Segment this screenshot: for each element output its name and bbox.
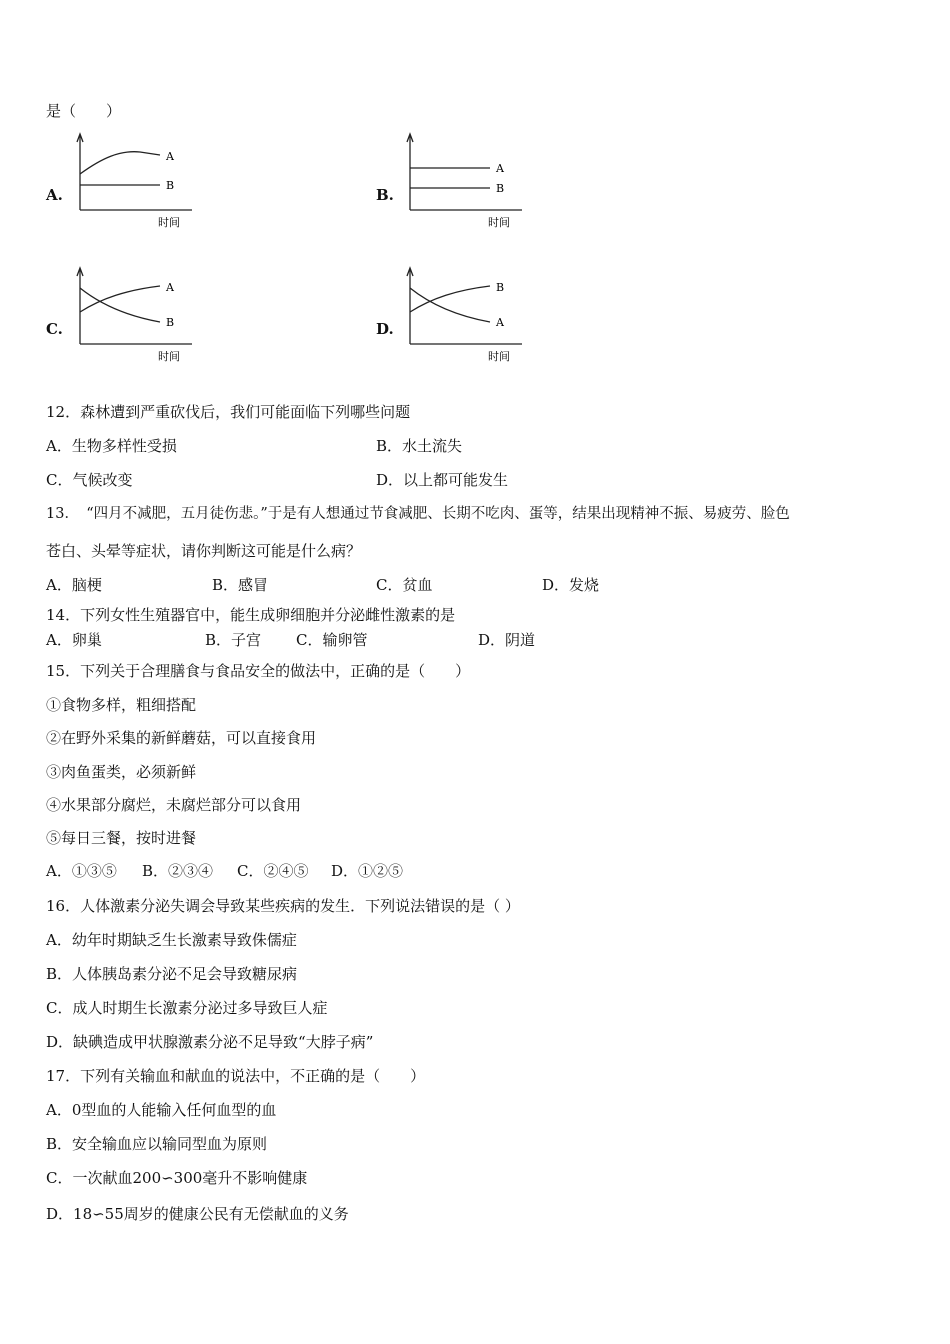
q15-item-2: ②在野外采集的新鲜蘑菇，可以直接食用 (46, 729, 317, 747)
q17-option-c[interactable]: C．一次献血200∽300毫升不影响健康 (46, 1169, 308, 1187)
q11-option-b-label: B. (376, 186, 394, 204)
q12-stem: 12．森林遭到严重砍伐后，我们可能面临下列哪些问题 (46, 403, 411, 421)
q16-stem: 16．人体激素分泌失调会导致某些疾病的发生．下列说法错误的是（ ） (46, 897, 520, 915)
q14-option-c[interactable]: C．输卵管 (296, 631, 368, 649)
q16-option-b[interactable]: B．人体胰岛素分泌不足会导致糖尿病 (46, 965, 298, 983)
q12-option-a[interactable]: A．生物多样性受损 (46, 437, 177, 455)
q15-item-4: ④水果部分腐烂，未腐烂部分可以食用 (46, 796, 302, 814)
q15-option-b[interactable]: B．②③④ (142, 862, 214, 880)
q11-stem-tail: 是（ ） (46, 102, 122, 120)
q13-option-c[interactable]: C．贫血 (376, 576, 433, 594)
q17-option-a[interactable]: A．0型血的人能输入任何血型的血 (46, 1101, 277, 1119)
curve-b-label: B (496, 281, 505, 294)
q14-option-d[interactable]: D．阴道 (478, 631, 536, 649)
q12-option-d[interactable]: D．以上都可能发生 (376, 471, 509, 489)
q15-stem: 15．下列关于合理膳食与食品安全的做法中，正确的是（ ） (46, 662, 471, 680)
q11-option-d-label: D. (376, 320, 394, 338)
q11-graph-b (402, 130, 532, 235)
x-axis-label: 时间 (158, 216, 180, 229)
q15-option-d[interactable]: D．①②⑤ (331, 862, 404, 880)
q11-option-c-label: C. (46, 320, 63, 338)
curve-b-label: B (166, 179, 175, 192)
q15-item-3: ③肉鱼蛋类，必须新鲜 (46, 763, 197, 781)
q11-option-a-label: A. (46, 186, 63, 204)
q16-option-d[interactable]: D．缺碘造成甲状腺激素分泌不足导致“大脖子病” (46, 1033, 374, 1051)
q11-graph-a (72, 130, 202, 235)
curve-a-label: A (166, 281, 174, 294)
q12-option-c[interactable]: C．气候改变 (46, 471, 133, 489)
q17-option-b[interactable]: B．安全输血应以输同型血为原则 (46, 1135, 268, 1153)
q14-option-a[interactable]: A．卵巢 (46, 631, 102, 649)
q17-option-d[interactable]: D．18∽55周岁的健康公民有无偿献血的义务 (46, 1205, 349, 1223)
curve-a-label: A (496, 316, 504, 329)
x-axis-label: 时间 (158, 350, 180, 363)
q13-option-a[interactable]: A．脑梗 (46, 576, 102, 594)
q17-stem: 17．下列有关输血和献血的说法中，不正确的是（ ） (46, 1067, 426, 1085)
q15-item-5: ⑤每日三餐，按时进餐 (46, 829, 197, 847)
q11-graph-d (402, 264, 532, 369)
q16-option-a[interactable]: A．幼年时期缺乏生长激素导致侏儒症 (46, 931, 297, 949)
q13-stem-line2: 苍白、头晕等症状，请你判断这可能是什么病？ (46, 542, 362, 560)
q13-option-d[interactable]: D．发烧 (542, 576, 600, 594)
q16-option-c[interactable]: C．成人时期生长激素分泌过多导致巨人症 (46, 999, 328, 1017)
q13-option-b[interactable]: B．感冒 (212, 576, 269, 594)
curve-a-label: A (496, 162, 504, 175)
x-axis-label: 时间 (488, 350, 510, 363)
x-axis-label: 时间 (488, 216, 510, 229)
q15-item-1: ①食物多样，粗细搭配 (46, 696, 197, 714)
curve-b-label: B (166, 316, 175, 329)
q14-stem: 14．下列女性生殖器官中，能生成卵细胞并分泌雌性激素的是 (46, 606, 456, 624)
q11-graph-c (72, 264, 202, 369)
curve-a-label: A (166, 150, 174, 163)
q14-option-b[interactable]: B．子宫 (205, 631, 262, 649)
q12-option-b[interactable]: B．水土流失 (376, 437, 463, 455)
q15-option-a[interactable]: A．①③⑤ (46, 862, 117, 880)
q15-option-c[interactable]: C．②④⑤ (237, 862, 309, 880)
q13-stem-line1: 13． “四月不减肥，五月徒伤悲。”于是有人想通过节食减肥、长期不吃肉、蛋等，结果出现精神不振、易疲劳、脸色 (46, 506, 790, 522)
curve-b-label: B (496, 182, 505, 195)
